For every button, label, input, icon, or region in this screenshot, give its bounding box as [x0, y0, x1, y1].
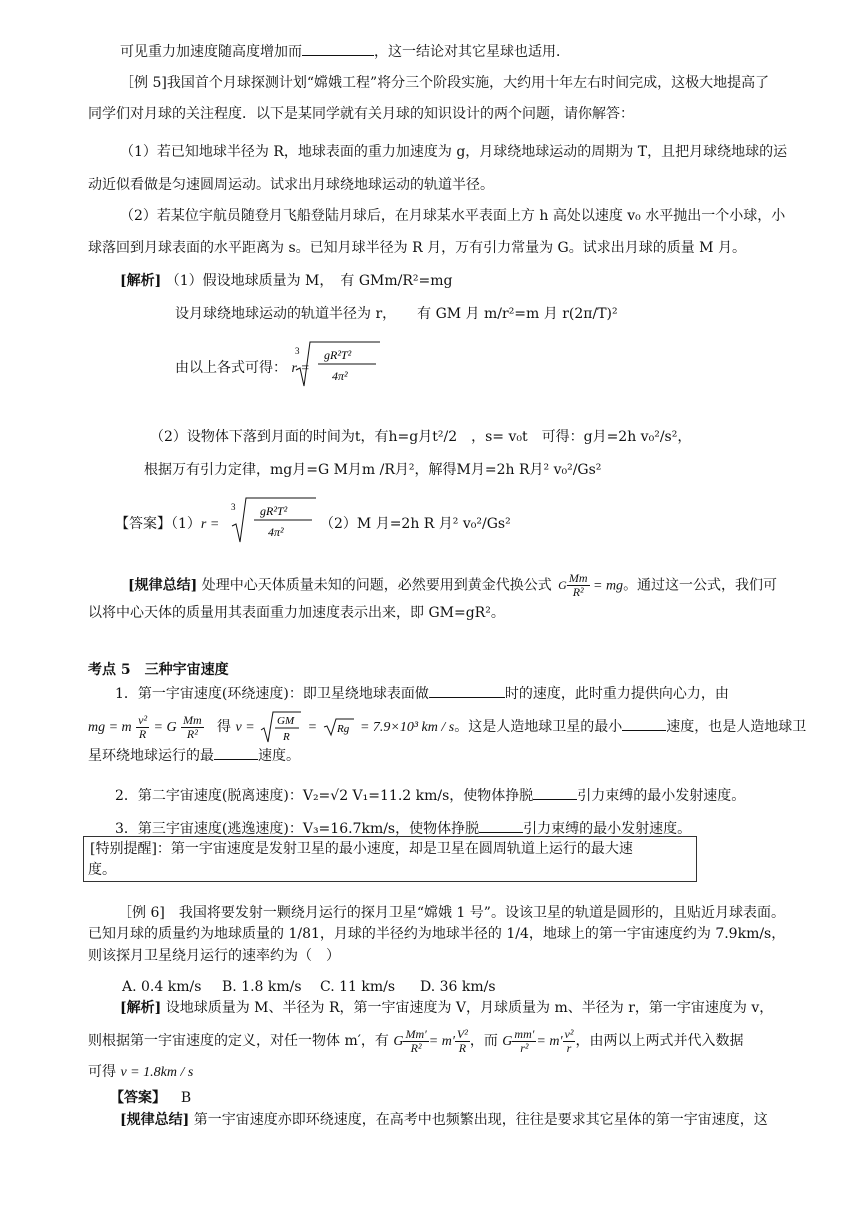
cosmic-1-line-2: mg = m $\frac{\text{v²}}{R}$ = G $\frac{Mm}{\text{R²}}$ 得 v = GM R = Rg = 7.9×10³ km / s。这是人造地球卫星的最小 速度，也是人造地球卫: [88, 710, 806, 744]
question-1-line-1: （1）若已知地球半径为 R，地球表面的重力加速度为 g，月球绕地球运动的周期为 T，且把月球绕地球的运: [120, 144, 788, 160]
tip-line-1: [特别提醒]：第一宇宙速度是发射卫星的最小速度，却是卫星在圆周轨道上运行的最大速: [90, 841, 633, 857]
question-2-line-2: 球落回到月球表面的水平距离为 s。已知月球半径为 R 月，万有引力常量为 G。试求出月球的质量 M 月。: [88, 240, 746, 256]
rule-6-line: [规律总结] 第一宇宙速度亦即环绕速度，在高考中也频繁出现，往往是要求其它星体的第一宇宙速度，这: [120, 1112, 768, 1128]
svg-text:4π²: 4π²: [332, 369, 348, 383]
analysis-line-5: 根据万有引力定律，mg月=G M月m /R月²，解得M月=2h R月² v₀²/Gs²: [144, 462, 602, 478]
example-5-line-1: ［例 5]我国首个月球探测计划“嫦娥工程”将分三个阶段实施，大约用十年左右时间完成，这极大地提高了: [120, 75, 770, 91]
sqrt-rg: [322, 717, 356, 737]
rule-line-1: [规律总结] 处理中心天体质量未知的问题，必然要用到黄金代换公式 G $\frac{Mm}{\text{R²}}$ = mg。通过这一公式，我们可: [128, 571, 778, 599]
rule-line-2: 以将中心天体的质量用其表面重力加速度表示出来，即 GM=gR²。: [88, 605, 505, 621]
tip-line-2: 度。: [88, 862, 116, 878]
option-d[interactable]: D. 36 km/s: [420, 979, 496, 995]
blank-4[interactable]: [214, 745, 258, 760]
formula-gmm: G: [558, 578, 567, 592]
example-6-line-3: 则该探月卫星绕月运行的速率约为（ ）: [88, 948, 340, 964]
blank-6[interactable]: [479, 818, 523, 833]
analysis-6-line-2: 则根据第一宇宙速度的定义，对任一物体 m′，有 G $\frac{Mm'}{\text{R²}}$ = m′ $\frac{\text{V²}}{R}$ ，而 G $\frac{mm'}{\text{r²}}$ = m′ $\frac{\text{v²}}{r}$ ，由两以上两式并代入数据: [88, 1026, 744, 1055]
cube-root-sign-2: [228, 496, 318, 546]
svg-text:Rg: Rg: [336, 723, 349, 735]
svg-text:gR²T²: gR²T²: [260, 504, 288, 518]
example-5-line-2: 同学们对月球的关注程度．以下是某同学就有关月球的知识设计的两个问题，请你解答：: [88, 106, 634, 122]
blank-1[interactable]: [302, 41, 374, 56]
cosmic-2: 2．第二宇宙速度(脱离速度)：V₂=√2 V₁=11.2 km/s，使物体挣脱 引力束缚的最小发射速度。: [115, 785, 745, 806]
svg-text:4π²: 4π²: [268, 525, 284, 539]
analysis-line-3: 由以上各式可得： r =: [175, 360, 310, 376]
example-6-line-1: ［例 6] 我国将要发射一颗绕月运行的探月卫星“嫦娥 1 号”。设该卫星的轨道是圆形的，且贴近月球表面。: [118, 905, 785, 921]
cosmic-1-line-3: 星环绕地球运行的最 速度。: [88, 745, 300, 766]
blank-3[interactable]: [622, 716, 666, 731]
question-1-line-2: 动近似看做是匀速圆周运动。试求出月球绕地球运动的轨道半径。: [88, 177, 494, 193]
analysis-6-line-3: 可得 v = 1.8km / s: [88, 1064, 194, 1080]
cube-root-sign: [292, 340, 382, 390]
line-1: 可见重力加速度随高度增加而 ，这一结论对其它星球也适用．: [120, 41, 570, 62]
svg-text:R: R: [283, 731, 290, 743]
answer-line: 【答案】（1）r =: [115, 516, 220, 532]
answer-label: 【答案】: [115, 516, 171, 532]
cosmic-3: 3．第三宇宙速度(逃逸速度)：V₃=16.7km/s，使物体挣脱 引力束缚的最小发射速度。: [115, 818, 691, 839]
analysis-line-1: [解析] （1）假设地球质量为 M， 有 GMm/R²=mg: [120, 273, 453, 289]
example-6-line-2: 已知月球的质量约为地球质量的 1/81，月球的半径约为地球半径的 1/4，地球上的第一宇宙速度约为 7.9km/s，: [88, 926, 786, 942]
option-b[interactable]: B. 1.8 km/s: [222, 979, 302, 995]
analysis-line-4: （2）设物体下落到月面的时间为t，有h=g月t²/2 ，s= v₀t 可得：g月=2h v₀²/s²，: [150, 429, 692, 445]
formula-radical-2: [228, 496, 318, 550]
analysis-line-2: 设月球绕地球运动的轨道半径为 r， 有 GM 月 m/r²=m 月 r(2π/T)²: [175, 306, 618, 322]
blank-5[interactable]: [533, 785, 577, 800]
option-a[interactable]: A. 0.4 km/s: [122, 979, 202, 995]
svg-text:3: 3: [295, 346, 300, 356]
analysis-label: [解析]: [120, 273, 162, 289]
formula-radical-1: [292, 340, 382, 394]
cosmic-1-line-1: 1．第一宇宙速度(环绕速度)：即卫星绕地球表面做 时的速度，此时重力提供向心力，由: [115, 683, 729, 704]
formula-r: r =: [291, 361, 310, 376]
option-c[interactable]: C. 11 km/s: [320, 979, 396, 995]
answer-6-line: 【答案】 B: [110, 1090, 192, 1106]
answer-part-2: （2）M 月=2h R 月² v₀²/Gs²: [320, 516, 511, 532]
svg-text:gR²T²: gR²T²: [324, 348, 352, 362]
svg-text:3: 3: [231, 502, 236, 512]
section-heading-5: 考点 5 三种宇宙速度: [88, 662, 229, 678]
blank-2[interactable]: [429, 683, 505, 698]
question-2-line-1: （2）若某位宇航员随登月飞船登陆月球后，在月球某水平表面上方 h 高处以速度 v₀ 水平抛出一个小球，小: [120, 208, 786, 224]
rule-label: [规律总结]: [128, 577, 198, 594]
sqrt-gm-r: [259, 710, 303, 744]
analysis-6-line-1: [解析] 设地球质量为 M、半径为 R，第一宇宙速度为 V，月球质量为 m、半径为 r，第一宇宙速度为 v，: [120, 1000, 774, 1016]
svg-text:GM: GM: [277, 715, 295, 727]
